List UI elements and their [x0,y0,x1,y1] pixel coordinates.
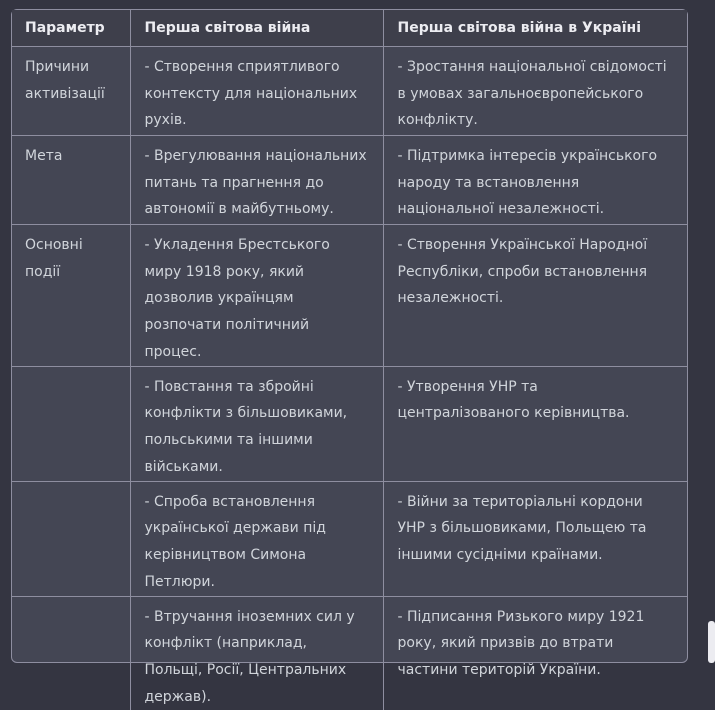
cell-ww1-ukraine: - Зростання національної свідомості в умовах загальноєвропейського конфлікту. [383,47,687,136]
cell-parameter: Основні події [12,225,130,367]
cell-ww1-ukraine: - Створення Української Народної Республіки, спроби встановлення незалежності. [383,225,687,367]
cell-ww1-ukraine: - Утворення УНР та централізованого керівництва. [383,366,687,481]
table-row [12,481,687,596]
comparison-table-container [11,9,688,663]
header-row [12,10,687,47]
table-row [12,136,687,225]
cell-ww1-ukraine: - Підтримка інтересів українського народу та встановлення національної незалежності. [383,136,687,225]
cell-ww1-ukraine: - Підписання Ризького миру 1921 року, який призвів до втрати частини територій України. [383,596,687,710]
table-row [12,366,687,481]
cell-ww1: - Укладення Брестського миру 1918 року, який дозволив українцям розпочати політичний процес. [130,225,383,367]
header-ww1: Перша світова війна [130,10,383,47]
table-row [12,47,687,136]
cell-ww1: - Створення сприятливого контексту для національних рухів. [130,47,383,136]
header-parameter: Параметр [12,10,130,47]
table-row [12,225,687,367]
cell-parameter [12,481,130,596]
cell-ww1: - Спроба встановлення української держави під керівництвом Симона Петлюри. [130,481,383,596]
header-ww1-ukraine: Перша світова війна в Україні [383,10,687,47]
table-header [12,10,687,47]
cell-parameter [12,596,130,710]
comparison-table [12,10,687,710]
cell-parameter: Причини активізації [12,47,130,136]
cell-ww1: - Втручання іноземних сил у конфлікт (наприклад, Польщі, Росії, Центральних держав). [130,596,383,710]
table-body [12,47,687,710]
cell-ww1: - Врегулювання національних питань та прагнення до автономії в майбутньому. [130,136,383,225]
cell-parameter [12,366,130,481]
table-row [12,596,687,710]
cell-ww1: - Повстання та збройні конфлікти з більшовиками, польськими та іншими військами. [130,366,383,481]
scrollbar-thumb[interactable] [708,621,715,663]
cell-ww1-ukraine: - Війни за територіальні кордони УНР з більшовиками, Польщею та іншими сусідніми країнами. [383,481,687,596]
cell-parameter: Мета [12,136,130,225]
